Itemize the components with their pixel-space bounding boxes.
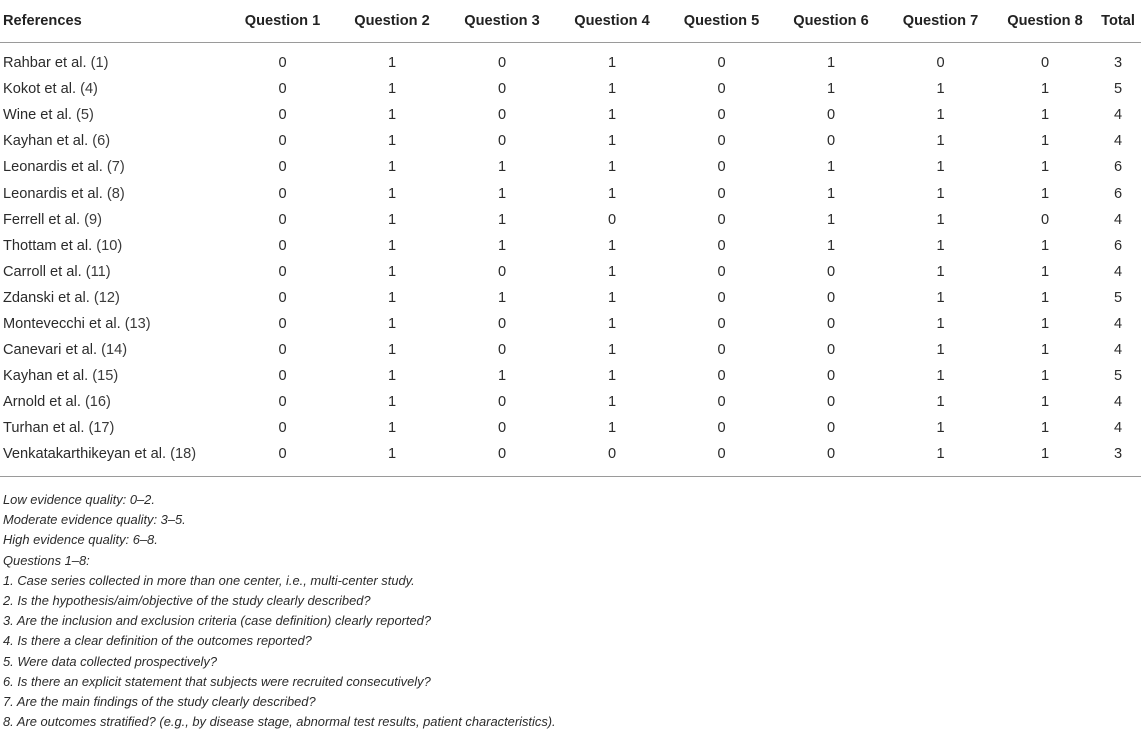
reference-author: Leonardis et al. bbox=[3, 159, 107, 176]
score-question-6: 0 bbox=[826, 133, 836, 150]
score-question-5: 0 bbox=[717, 368, 726, 385]
score-question-8: 1 bbox=[1040, 368, 1050, 385]
reference-citation-link[interactable]: (8) bbox=[106, 185, 125, 202]
score-question-1: 0 bbox=[278, 315, 287, 332]
score-question-8: 1 bbox=[1040, 420, 1050, 437]
reference-citation-link[interactable]: (13) bbox=[124, 315, 151, 332]
score-question-6: 0 bbox=[826, 420, 836, 437]
score-question-5: 0 bbox=[717, 185, 726, 202]
score-question-6: 0 bbox=[826, 315, 836, 332]
reference-citation-link[interactable]: (5) bbox=[76, 107, 94, 124]
score-question-3: 0 bbox=[497, 263, 507, 280]
score-question-4: 1 bbox=[607, 237, 617, 254]
score-question-7: 1 bbox=[936, 394, 945, 411]
score-question-3: 0 bbox=[447, 441, 557, 476]
score-question-6: 1 bbox=[826, 81, 836, 98]
footnote-line: 8. Are outcomes stratified? (e.g., by disease stage, abnormal test results, patient characteristics). bbox=[3, 714, 556, 730]
reference-cell bbox=[0, 207, 228, 233]
score-total: 4 bbox=[1113, 420, 1123, 437]
table-row bbox=[0, 285, 1141, 311]
score-question-8: 1 bbox=[1040, 263, 1050, 280]
reference-citation-link[interactable]: (16) bbox=[84, 394, 111, 411]
table-row bbox=[0, 441, 1141, 476]
footnote-line: Low evidence quality: 0–2. bbox=[3, 492, 155, 507]
footnote-line: 6. Is there an explicit statement that subjects were recruited consecutively? bbox=[3, 673, 431, 689]
table-row bbox=[0, 415, 1141, 441]
table-header-row bbox=[0, 0, 1141, 43]
reference-cell bbox=[0, 363, 228, 389]
score-question-1: 0 bbox=[278, 211, 287, 228]
score-question-6: 0 bbox=[826, 107, 836, 124]
score-question-4: 1 bbox=[607, 368, 617, 385]
score-question-1: 0 bbox=[278, 185, 287, 202]
score-question-6: 0 bbox=[776, 441, 886, 476]
table-row bbox=[0, 180, 1141, 206]
reference-citation-link[interactable]: (6) bbox=[92, 133, 111, 150]
score-question-5: 0 bbox=[717, 394, 726, 411]
reference-cell bbox=[0, 389, 228, 415]
table-row bbox=[0, 233, 1141, 259]
score-question-1: 0 bbox=[278, 420, 287, 437]
score-total: 4 bbox=[1113, 263, 1123, 280]
score-question-4: 1 bbox=[607, 81, 617, 98]
reference-author: Arnold et al. bbox=[3, 394, 85, 411]
header-question-6: Question 6 bbox=[776, 0, 886, 43]
score-total: 6 bbox=[1113, 159, 1123, 176]
score-question-2: 1 bbox=[387, 107, 397, 124]
reference-cell bbox=[0, 259, 228, 285]
score-question-2: 1 bbox=[387, 420, 397, 437]
table-row bbox=[0, 43, 1141, 77]
reference-author: Kayhan et al. bbox=[3, 368, 93, 385]
score-question-4: 0 bbox=[607, 211, 617, 228]
score-question-5: 0 bbox=[717, 159, 726, 176]
reference-author: Leonardis et al. bbox=[3, 185, 107, 202]
score-question-6: 1 bbox=[826, 211, 836, 228]
score-question-5: 0 bbox=[717, 211, 726, 228]
score-question-3: 0 bbox=[497, 342, 507, 359]
score-question-6: 0 bbox=[826, 368, 836, 385]
score-question-3: 0 bbox=[497, 315, 507, 332]
header-question-8: Question 8 bbox=[995, 0, 1095, 43]
score-question-3: 1 bbox=[497, 289, 507, 306]
score-question-4: 1 bbox=[607, 315, 617, 332]
footnote-line: 3. Are the inclusion and exclusion criteria (case definition) clearly reported? bbox=[3, 613, 431, 629]
score-question-6: 0 bbox=[826, 394, 836, 411]
score-question-3: 0 bbox=[497, 55, 507, 72]
footnote-line: Questions 1–8: bbox=[3, 552, 90, 568]
table-row bbox=[0, 207, 1141, 233]
reference-author: Venkatakarthikeyan et al. bbox=[3, 446, 171, 463]
score-total: 4 bbox=[1113, 342, 1123, 359]
score-question-5: 0 bbox=[717, 107, 726, 124]
score-question-1: 0 bbox=[278, 394, 287, 411]
score-question-4: 1 bbox=[607, 107, 617, 124]
score-total: 5 bbox=[1113, 289, 1123, 306]
score-question-7: 1 bbox=[936, 263, 945, 280]
header-question-7: Question 7 bbox=[886, 0, 995, 43]
score-question-2: 1 bbox=[387, 315, 397, 332]
score-question-8: 1 bbox=[995, 441, 1095, 476]
score-question-3: 0 bbox=[497, 420, 507, 437]
reference-author: Rahbar et al. bbox=[3, 55, 91, 72]
score-question-3: 1 bbox=[497, 159, 507, 176]
score-question-7: 1 bbox=[936, 185, 945, 202]
footnote-line: 5. Were data collected prospectively? bbox=[3, 653, 218, 669]
score-question-4: 1 bbox=[607, 185, 617, 202]
header-question-5: Question 5 bbox=[667, 0, 776, 43]
score-total: 3 bbox=[1095, 441, 1141, 476]
score-question-3: 1 bbox=[497, 185, 507, 202]
score-question-2: 1 bbox=[387, 159, 397, 176]
reference-cell bbox=[0, 76, 228, 102]
score-question-7: 1 bbox=[886, 441, 995, 476]
table-row bbox=[0, 259, 1141, 285]
reference-author: Carroll et al. bbox=[3, 263, 86, 280]
score-question-5: 0 bbox=[717, 342, 726, 359]
score-question-2: 1 bbox=[387, 55, 397, 72]
footnote-line: 1. Case series collected in more than one center, i.e., multi-center study. bbox=[3, 572, 415, 588]
score-question-7: 1 bbox=[936, 289, 945, 306]
score-question-2: 1 bbox=[387, 342, 397, 359]
score-total: 4 bbox=[1113, 107, 1123, 124]
score-question-1: 0 bbox=[278, 81, 287, 98]
header-references: References bbox=[0, 0, 228, 43]
reference-cell bbox=[0, 102, 228, 128]
score-question-8: 0 bbox=[1040, 211, 1050, 228]
score-question-3: 0 bbox=[497, 107, 507, 124]
reference-author: Zdanski et al. bbox=[3, 289, 94, 306]
reference-cell bbox=[0, 311, 228, 337]
score-question-8: 1 bbox=[1040, 81, 1050, 98]
score-question-3: 0 bbox=[497, 133, 507, 150]
score-question-1: 0 bbox=[278, 237, 287, 254]
score-question-8: 1 bbox=[1040, 237, 1050, 254]
score-question-6: 1 bbox=[826, 159, 836, 176]
score-question-5: 0 bbox=[717, 133, 726, 150]
reference-cell bbox=[0, 154, 228, 180]
score-question-3: 1 bbox=[497, 368, 507, 385]
score-question-8: 1 bbox=[1040, 315, 1050, 332]
reference-citation-link[interactable]: (4) bbox=[80, 81, 98, 98]
score-question-5: 0 bbox=[717, 315, 726, 332]
score-question-7: 1 bbox=[936, 315, 945, 332]
score-question-6: 0 bbox=[826, 289, 836, 306]
table-row bbox=[0, 102, 1141, 128]
reference-cell bbox=[0, 337, 228, 363]
footnote-line: 2. Is the hypothesis/aim/objective of the study clearly described? bbox=[3, 593, 371, 609]
score-question-7: 1 bbox=[936, 107, 945, 124]
score-total: 6 bbox=[1113, 185, 1123, 202]
score-question-2: 1 bbox=[387, 211, 397, 228]
score-question-8: 1 bbox=[1040, 289, 1050, 306]
score-question-2: 1 bbox=[387, 133, 397, 150]
score-question-4: 0 bbox=[557, 441, 667, 476]
score-question-7: 1 bbox=[936, 211, 945, 228]
score-question-5: 0 bbox=[717, 263, 726, 280]
table-row bbox=[0, 363, 1141, 389]
footnote-line: High evidence quality: 6–8. bbox=[3, 532, 158, 548]
reference-cell bbox=[0, 233, 228, 259]
reference-citation-link[interactable]: (15) bbox=[92, 368, 119, 385]
score-question-3: 0 bbox=[497, 394, 507, 411]
reference-citation-link[interactable]: (10) bbox=[96, 237, 123, 254]
score-question-8: 1 bbox=[1040, 133, 1050, 150]
score-question-4: 1 bbox=[607, 289, 617, 306]
footnote-line: 4. Is there a clear definition of the outcomes reported? bbox=[3, 633, 312, 649]
score-question-7: 1 bbox=[936, 342, 945, 359]
score-question-4: 1 bbox=[607, 133, 617, 150]
score-question-4: 1 bbox=[607, 263, 617, 280]
header-question-3: Question 3 bbox=[447, 0, 557, 43]
score-question-3: 0 bbox=[497, 81, 507, 98]
score-question-7: 1 bbox=[936, 159, 945, 176]
header-question-4: Question 4 bbox=[557, 0, 667, 43]
score-question-4: 1 bbox=[607, 159, 617, 176]
score-question-5: 0 bbox=[667, 441, 776, 476]
score-question-1: 0 bbox=[278, 289, 287, 306]
score-question-7: 1 bbox=[936, 81, 945, 98]
header-question-1: Question 1 bbox=[228, 0, 337, 43]
score-question-6: 1 bbox=[826, 185, 836, 202]
score-question-2: 1 bbox=[387, 394, 397, 411]
reference-citation-link[interactable]: (18) bbox=[170, 446, 197, 463]
score-question-4: 1 bbox=[607, 420, 617, 437]
score-question-8: 1 bbox=[1040, 107, 1050, 124]
score-question-7: 1 bbox=[936, 237, 945, 254]
score-question-2: 1 bbox=[387, 81, 397, 98]
score-total: 6 bbox=[1113, 237, 1123, 254]
reference-cell bbox=[0, 285, 228, 311]
reference-cell bbox=[0, 128, 228, 154]
score-question-3: 1 bbox=[497, 237, 507, 254]
reference-citation-link[interactable]: (9) bbox=[84, 211, 102, 228]
score-question-2: 1 bbox=[387, 289, 397, 306]
score-question-5: 0 bbox=[717, 81, 726, 98]
score-question-1: 0 bbox=[278, 263, 287, 280]
reference-cell bbox=[0, 180, 228, 206]
score-question-6: 0 bbox=[826, 263, 836, 280]
reference-author: Ferrell et al. bbox=[3, 211, 85, 228]
score-total: 5 bbox=[1113, 81, 1123, 98]
score-question-5: 0 bbox=[717, 55, 726, 72]
score-question-1: 0 bbox=[278, 107, 287, 124]
table-row bbox=[0, 128, 1141, 154]
table-footnotes bbox=[3, 490, 556, 732]
reference-cell bbox=[0, 43, 228, 77]
score-question-8: 1 bbox=[1040, 185, 1050, 202]
score-question-5: 0 bbox=[717, 420, 726, 437]
reference-cell bbox=[0, 415, 228, 441]
score-question-1: 0 bbox=[278, 133, 287, 150]
reference-citation-link[interactable]: (1) bbox=[90, 55, 109, 72]
score-question-1: 0 bbox=[228, 441, 337, 476]
reference-author: Montevecchi et al. bbox=[3, 315, 125, 332]
reference-citation-link[interactable]: (7) bbox=[106, 159, 125, 176]
score-total: 5 bbox=[1113, 368, 1123, 385]
score-question-8: 0 bbox=[1040, 55, 1050, 72]
score-total: 4 bbox=[1113, 133, 1123, 150]
score-question-6: 1 bbox=[826, 55, 836, 72]
reference-author: Canevari et al. bbox=[3, 342, 102, 359]
footnote-line: Moderate evidence quality: 3–5. bbox=[3, 512, 186, 528]
score-question-1: 0 bbox=[278, 55, 287, 72]
reference-author: Wine et al. bbox=[3, 107, 76, 124]
score-question-7: 1 bbox=[936, 420, 945, 437]
score-total: 4 bbox=[1113, 315, 1123, 332]
score-question-1: 0 bbox=[278, 342, 287, 359]
reference-author: Kokot et al. bbox=[3, 81, 81, 98]
score-question-8: 1 bbox=[1040, 394, 1050, 411]
score-question-4: 1 bbox=[607, 342, 617, 359]
header-question-2: Question 2 bbox=[337, 0, 447, 43]
score-total: 3 bbox=[1113, 55, 1123, 72]
score-question-5: 0 bbox=[717, 289, 726, 306]
score-question-2: 1 bbox=[387, 237, 397, 254]
score-question-3: 1 bbox=[497, 211, 507, 228]
score-question-1: 0 bbox=[278, 368, 287, 385]
reference-author: Turhan et al. bbox=[3, 420, 89, 437]
score-question-1: 0 bbox=[278, 159, 287, 176]
table-row bbox=[0, 389, 1141, 415]
score-question-5: 0 bbox=[717, 237, 726, 254]
table-row bbox=[0, 76, 1141, 102]
reference-cell bbox=[0, 441, 228, 476]
table-row bbox=[0, 154, 1141, 180]
score-question-7: 0 bbox=[936, 55, 945, 72]
score-question-4: 1 bbox=[607, 394, 617, 411]
score-question-6: 1 bbox=[826, 237, 836, 254]
score-question-7: 1 bbox=[936, 133, 945, 150]
score-question-2: 1 bbox=[337, 441, 447, 476]
score-question-2: 1 bbox=[387, 263, 397, 280]
score-question-6: 0 bbox=[826, 342, 836, 359]
score-question-8: 1 bbox=[1040, 159, 1050, 176]
score-question-2: 1 bbox=[387, 368, 397, 385]
score-question-4: 1 bbox=[607, 55, 617, 72]
header-total: Total bbox=[1095, 0, 1141, 43]
score-total: 4 bbox=[1113, 394, 1123, 411]
score-question-7: 1 bbox=[936, 368, 945, 385]
reference-author: Thottam et al. bbox=[3, 237, 97, 254]
score-question-2: 1 bbox=[387, 185, 397, 202]
score-question-8: 1 bbox=[1040, 342, 1050, 359]
footnote-line: 7. Are the main findings of the study clearly described? bbox=[3, 694, 316, 710]
score-total: 4 bbox=[1113, 211, 1123, 228]
reference-author: Kayhan et al. bbox=[3, 133, 93, 150]
table-row bbox=[0, 337, 1141, 363]
table-row bbox=[0, 311, 1141, 337]
reference-citation-link[interactable]: (12) bbox=[93, 289, 120, 306]
reference-citation-link[interactable]: (11) bbox=[85, 263, 111, 280]
reference-citation-link[interactable]: (17) bbox=[88, 420, 115, 437]
reference-citation-link[interactable]: (14) bbox=[101, 342, 128, 359]
